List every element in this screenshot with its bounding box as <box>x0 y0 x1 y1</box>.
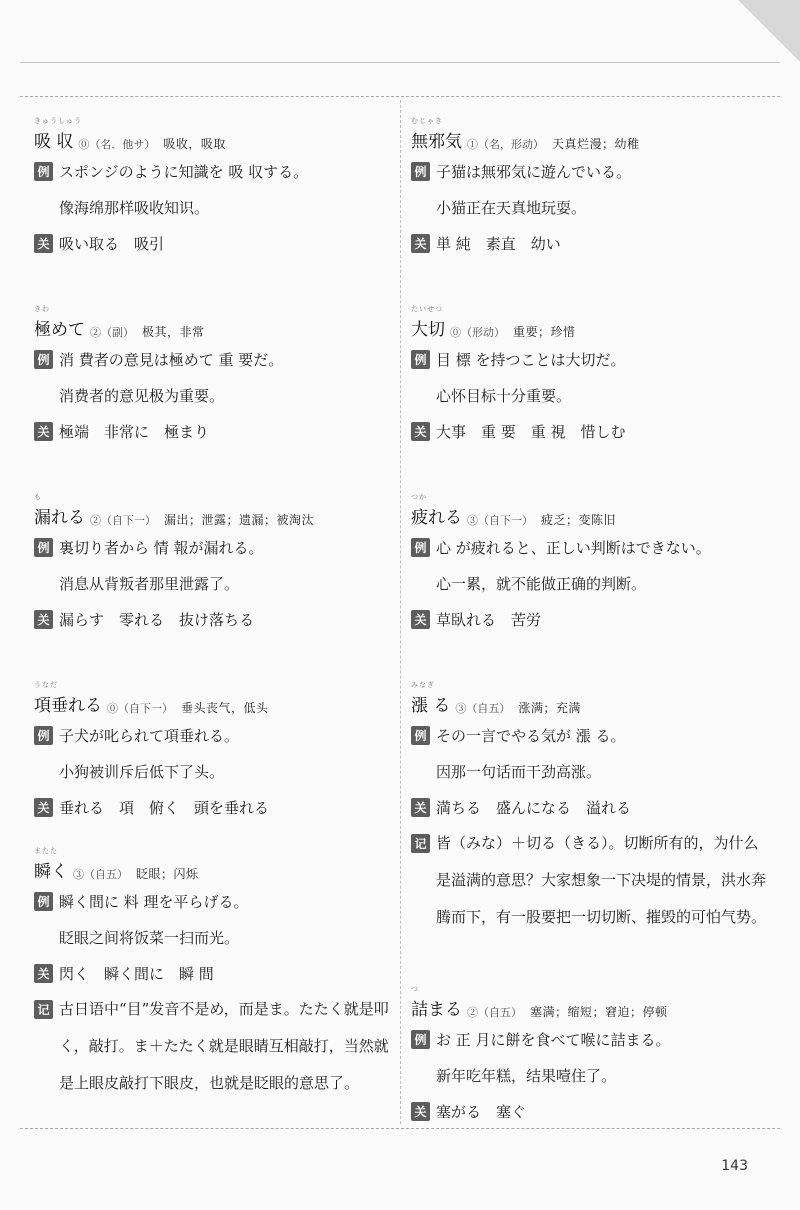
headword: つ 詰まる <box>411 985 462 1020</box>
example-tag-icon: 例 <box>34 350 53 369</box>
meaning: 眨眼；闪烁 <box>136 867 199 881</box>
part-of-speech: ⓪（形动） <box>450 326 505 339</box>
left-column <box>34 112 390 1146</box>
part-of-speech: ①（名，形动） <box>467 138 544 151</box>
furigana: つか <box>411 493 427 501</box>
vocab-entry <box>411 488 767 632</box>
meaning: 天真烂漫；幼稚 <box>552 137 640 151</box>
headword: たいせつ 大切 <box>411 305 445 340</box>
entry-headword-line <box>411 300 767 340</box>
related-words: 大事 重 要 重 視 惜しむ <box>436 423 626 441</box>
entry-headword-line <box>411 488 767 528</box>
entry-headword-line <box>34 676 390 716</box>
example-sentence: 子猫は無邪気に遊んでいる。 <box>436 163 632 181</box>
example-row <box>34 724 390 748</box>
related-row <box>411 796 767 820</box>
example-translation: 消费者的意见极为重要。 <box>59 387 225 405</box>
example-row <box>411 160 767 184</box>
related-words: 垂れる 項 俯く 頭を垂れる <box>59 799 270 817</box>
furigana: みなぎ <box>411 681 435 689</box>
furigana: またた <box>34 847 58 855</box>
related-row <box>34 608 390 632</box>
furigana: きわ <box>34 305 50 313</box>
example-tag-icon: 例 <box>34 726 53 745</box>
example-sentence: 子犬が叱られて項垂れる。 <box>59 727 240 745</box>
example-row <box>411 348 767 372</box>
example-row <box>34 348 390 372</box>
related-tag-icon: 关 <box>34 964 53 983</box>
entry-headword-line <box>34 488 390 528</box>
example-tag-icon: 例 <box>34 538 53 557</box>
example-translation: 像海绵那样吸收知识。 <box>59 199 210 217</box>
meaning: 极其，非常 <box>142 325 205 339</box>
related-row <box>411 1100 767 1124</box>
headword: みなぎ 漲 る <box>411 681 451 716</box>
example-row <box>34 160 390 184</box>
related-tag-icon: 关 <box>411 798 430 817</box>
column-divider <box>400 100 401 1124</box>
furigana: きゅうしゅう <box>34 117 82 125</box>
related-tag-icon: 关 <box>411 422 430 441</box>
part-of-speech: ⓪（自下一） <box>107 702 173 715</box>
related-words: 塞がる 塞ぐ <box>436 1103 527 1121</box>
furigana: うなだ <box>34 681 58 689</box>
example-row <box>34 890 390 914</box>
related-tag-icon: 关 <box>34 234 53 253</box>
example-sentence: 裏切り者から 情 報が漏れる。 <box>59 539 264 557</box>
entry-headword-line <box>34 300 390 340</box>
headword: うなだ 項垂れる <box>34 681 102 716</box>
entry-headword-line <box>411 676 767 716</box>
related-tag-icon: 关 <box>411 234 430 253</box>
example-tag-icon: 例 <box>34 162 53 181</box>
part-of-speech: ②（自五） <box>467 1006 522 1019</box>
part-of-speech: ②（副） <box>90 326 134 339</box>
furigana: たいせつ <box>411 305 443 313</box>
furigana: つ <box>411 985 419 993</box>
meaning: 漏出；泄露；遗漏；被淘汰 <box>164 513 315 527</box>
example-row <box>34 536 390 560</box>
top-dashed-divider <box>20 96 780 97</box>
example-translation: 眨眼之间将饭菜一扫而光。 <box>59 929 240 947</box>
part-of-speech: ②（自下一） <box>90 514 156 527</box>
vocab-entry <box>34 488 390 632</box>
related-row <box>34 232 390 256</box>
example-tag-icon: 例 <box>411 538 430 557</box>
meaning: 重要；珍惜 <box>513 325 576 339</box>
part-of-speech: ③（自下一） <box>467 514 533 527</box>
vocab-entry <box>411 300 767 444</box>
related-row <box>411 420 767 444</box>
related-tag-icon: 关 <box>34 422 53 441</box>
entry-headword-line <box>34 842 390 882</box>
vocab-entry <box>34 842 390 1102</box>
related-tag-icon: 关 <box>411 1102 430 1121</box>
headword: むじゃき 無邪気 <box>411 117 462 152</box>
related-words: 極端 非常に 極まり <box>59 423 210 441</box>
example-sentence: 心 が疲れると、正しい判断はできない。 <box>436 539 711 557</box>
note-row <box>411 832 767 936</box>
meaning: 塞满；缩短；窘迫；停顿 <box>530 1005 668 1019</box>
example-sentence: その一言でやる気が 漲 る。 <box>436 727 626 745</box>
related-row <box>34 796 390 820</box>
furigana: むじゃき <box>411 117 443 125</box>
related-row <box>411 608 767 632</box>
note-tag-icon: 记 <box>411 834 430 853</box>
example-translation: 心怀目标十分重要。 <box>436 387 572 405</box>
example-row <box>411 724 767 748</box>
part-of-speech: ⓪（名．他サ） <box>78 138 156 151</box>
related-words: 閃く 瞬く間に 瞬 間 <box>59 965 214 983</box>
example-row <box>411 536 767 560</box>
example-translation: 因那一句话而干劲高涨。 <box>436 763 602 781</box>
example-tag-icon: 例 <box>411 162 430 181</box>
related-row <box>411 232 767 256</box>
related-words: 満ちる 盛んになる 溢れる <box>436 799 632 817</box>
related-tag-icon: 关 <box>34 610 53 629</box>
example-translation: 小狗被训斥后低下了头。 <box>59 763 225 781</box>
example-translation: 新年吃年糕，结果噎住了。 <box>436 1067 617 1085</box>
vocab-entry <box>34 112 390 256</box>
meaning: 吸收，吸取 <box>163 137 226 151</box>
part-of-speech: ③（自五） <box>73 868 128 881</box>
headword: も 漏れる <box>34 493 85 528</box>
headword: きゅうしゅう 吸 収 <box>34 117 82 152</box>
example-translation: 心一累，就不能做正确的判断。 <box>436 575 647 593</box>
headword: またた 瞬く <box>34 847 68 882</box>
vocab-entry <box>411 676 767 936</box>
entry-headword-line <box>34 112 390 152</box>
meaning: 疲乏；变陈旧 <box>541 513 617 527</box>
example-sentence: スポンジのように知識を 吸 収する。 <box>59 163 309 181</box>
related-words: 漏らす 零れる 抜け落ちる <box>59 611 255 629</box>
related-row <box>34 420 390 444</box>
related-words: 単 純 素直 幼い <box>436 235 561 253</box>
vocab-entry <box>34 300 390 444</box>
example-tag-icon: 例 <box>411 726 430 745</box>
related-row <box>34 962 390 986</box>
related-words: 草臥れる 苦労 <box>436 611 542 629</box>
example-tag-icon: 例 <box>411 350 430 369</box>
etymology-note: 古日语中“目”发音不是め，而是ま。たたく就是叩く，敲打。ま＋たたく就是眼睛互相敲打，当然就是上眼皮敲打下眼皮，也就是眨眼的意思了。 <box>59 1000 389 1092</box>
example-translation: 消息从背叛者那里泄露了。 <box>59 575 240 593</box>
headword: つか 疲れる <box>411 493 462 528</box>
example-sentence: お 正 月に餅を食べて喉に詰まる。 <box>436 1031 671 1049</box>
note-row <box>34 998 390 1102</box>
vocab-entry <box>34 676 390 820</box>
vocab-entry <box>411 980 767 1124</box>
example-sentence: 消 費者の意見は極めて 重 要だ。 <box>59 351 284 369</box>
etymology-note: 皆（みな）＋切る（きる）。切断所有的，为什么是溢满的意思？大家想象一下决堤的情景，洪水奔腾而下，有一股要把一切切断、摧毁的可怕气势。 <box>436 834 767 926</box>
example-row <box>411 1028 767 1052</box>
related-words: 吸い取る 吸引 <box>59 235 165 253</box>
furigana: も <box>34 493 42 501</box>
part-of-speech: ③（自五） <box>455 702 511 715</box>
entry-headword-line <box>411 112 767 152</box>
meaning: 垂头丧气，低头 <box>181 701 269 715</box>
related-tag-icon: 关 <box>411 610 430 629</box>
page-number: 143 <box>721 1158 748 1174</box>
meaning: 涨满；充满 <box>518 701 581 715</box>
related-tag-icon: 关 <box>34 798 53 817</box>
example-translation: 小猫正在天真地玩耍。 <box>436 199 587 217</box>
vocab-entry <box>411 112 767 256</box>
example-tag-icon: 例 <box>411 1030 430 1049</box>
example-tag-icon: 例 <box>34 892 53 911</box>
page-corner-fold <box>738 0 800 62</box>
note-tag-icon: 记 <box>34 1000 53 1019</box>
header-rule <box>20 62 780 63</box>
right-column <box>411 112 767 1168</box>
example-sentence: 瞬く間に 料 理を平らげる。 <box>59 893 249 911</box>
entry-headword-line <box>411 980 767 1020</box>
headword: きわ 極めて <box>34 305 85 340</box>
example-sentence: 目 標 を持つことは大切だ。 <box>436 351 626 369</box>
